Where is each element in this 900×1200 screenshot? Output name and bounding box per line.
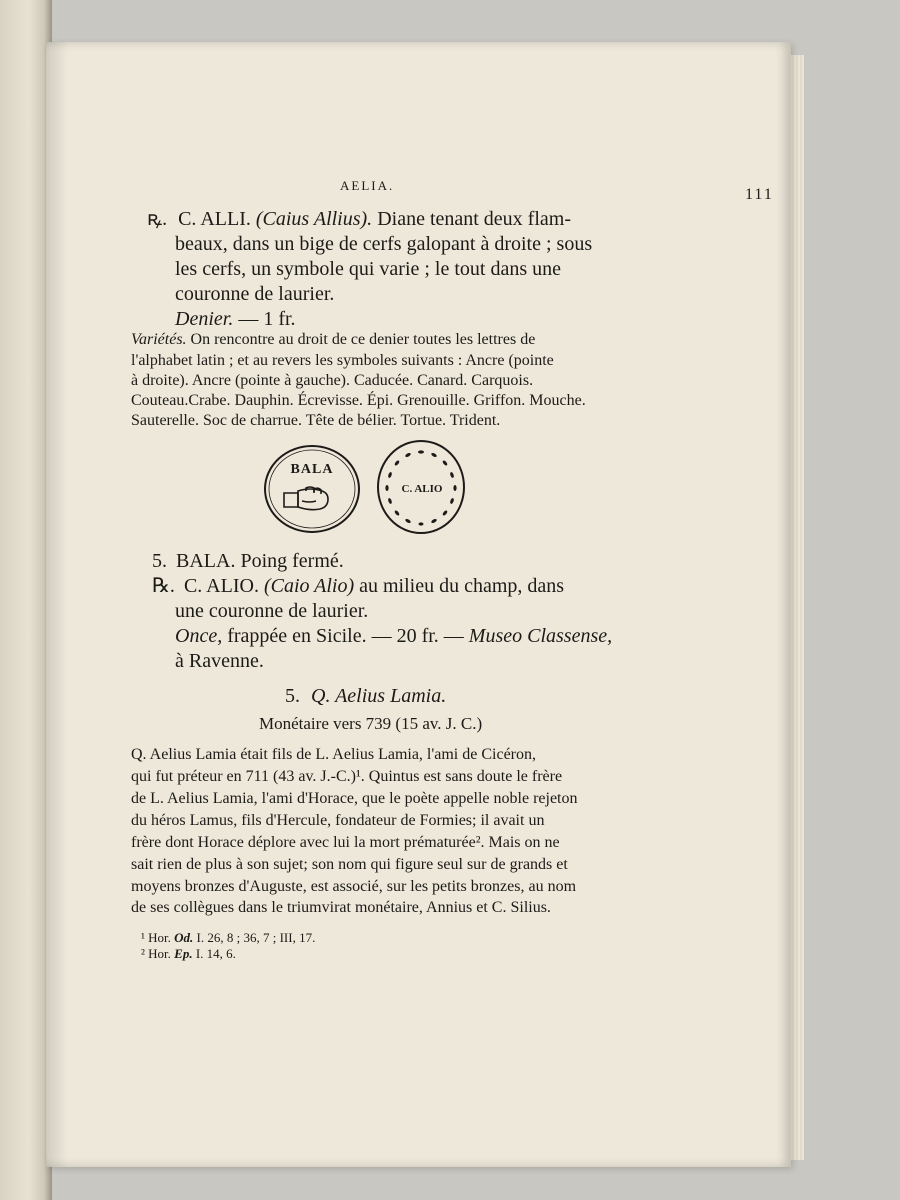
- obverse-description: BALA. Poing fermé.: [176, 550, 344, 572]
- denomination: Once,: [175, 625, 223, 647]
- varieties-line-1: [131, 330, 535, 351]
- coin-obverse: [262, 443, 362, 535]
- entry-5-line-2: une couronne de laurier.: [175, 600, 369, 622]
- provenance: frappée en Sicile. — 20 fr. —: [227, 625, 464, 647]
- body-line-2: qui fut préteur en 711 (43 av. J.-C.)¹. Quintus est sans doute le frère: [131, 768, 563, 785]
- footnote-ref: I. 26, 8 ; 36, 7 ; III, 17.: [196, 930, 316, 945]
- entry-4-line-3: les cerfs, un symbole qui varie ; le tout dans une: [175, 258, 562, 280]
- varieties-label: Variétés.: [131, 331, 187, 348]
- entry-number: 5.: [152, 550, 167, 572]
- footnote-work: Ep.: [174, 946, 193, 961]
- varieties-text: On rencontre au droit de ce denier toutes les lettres de: [190, 331, 536, 348]
- body-line-5: frère dont Horace déplore avec lui la mort prématurée². Mais on ne: [131, 834, 560, 851]
- footnote-ref: I. 14, 6.: [195, 946, 236, 961]
- legend-expansion: (Caio Alio): [263, 575, 355, 597]
- section-number: 5.: [285, 685, 300, 707]
- value: — 1 fr.: [238, 308, 296, 330]
- coin-obverse-legend: BALA: [290, 462, 334, 477]
- description: au milieu du champ, dans: [359, 575, 565, 597]
- left-page-edge: [0, 0, 52, 1200]
- body-line-7: moyens bronzes d'Auguste, est associé, sur les petits bronzes, au nom: [131, 878, 577, 895]
- reverse-mark: ꝶ.: [147, 208, 168, 230]
- footnote-author: Hor.: [148, 930, 171, 945]
- footnote-mark: ¹: [141, 930, 145, 945]
- legend-expansion: (Caius Allius).: [255, 208, 373, 230]
- entry-4-line-1: [147, 207, 571, 232]
- legend: C. ALIO.: [183, 575, 259, 597]
- legend: C. ALLI.: [178, 208, 251, 230]
- description: Diane tenant deux flam-: [377, 208, 571, 230]
- section-name: Q. Aelius Lamia.: [311, 685, 447, 707]
- coin-reverse: [375, 438, 467, 536]
- entry-4-line-4: couronne de laurier.: [175, 283, 335, 305]
- section-subtitle: Monétaire vers 739 (15 av. J. C.): [259, 714, 483, 733]
- entry-4-denomination: [175, 307, 296, 332]
- page-number: 111: [745, 186, 774, 203]
- closed-fist-icon: [284, 487, 328, 510]
- footnote-2: [141, 946, 236, 962]
- museum: Museo Classense,: [468, 625, 613, 647]
- footnote-work: Od.: [174, 930, 194, 945]
- varieties-line-4: Couteau.Crabe. Dauphin. Écrevisse. Épi. Grenouille. Griffon. Mouche.: [131, 392, 586, 409]
- entry-4-line-2: beaux, dans un bige de cerfs galopant à droite ; sous: [175, 233, 593, 255]
- coin-reverse-legend: C. ALIO: [401, 483, 443, 495]
- body-line-6: sait rien de plus à son sujet; son nom qui figure seul sur de grands et: [131, 856, 568, 873]
- body-line-1: Q. Aelius Lamia était fils de L. Aelius Lamia, l'ami de Cicéron,: [131, 746, 536, 763]
- footnote-mark: ²: [141, 946, 145, 961]
- denomination: Denier.: [175, 308, 234, 330]
- varieties-line-5: Sauterelle. Soc de charrue. Tête de bélier. Tortue. Trident.: [131, 412, 501, 429]
- entry-5-line-3: [175, 624, 612, 649]
- reverse-mark: ℞.: [152, 575, 175, 597]
- section-heading: [285, 684, 446, 709]
- running-head: AELIA.: [340, 178, 395, 193]
- footnote-1: [141, 930, 315, 946]
- entry-5-reverse: [152, 574, 564, 599]
- body-line-3: de L. Aelius Lamia, l'ami d'Horace, que le poète appelle noble rejeton: [131, 790, 578, 807]
- body-line-4: du héros Lamus, fils d'Hercule, fondateur de Formies; il avait un: [131, 812, 545, 829]
- entry-5-obverse: [152, 549, 344, 574]
- varieties-line-2: l'alphabet latin ; et au revers les symboles suivants : Ancre (pointe: [131, 352, 554, 369]
- varieties-line-3: à droite). Ancre (pointe à gauche). Caducée. Canard. Carquois.: [131, 372, 534, 389]
- body-line-8: de ses collègues dans le triumvirat monétaire, Annius et C. Silius.: [131, 899, 551, 916]
- entry-5-line-4: à Ravenne.: [175, 650, 264, 672]
- gutter-shadow: [46, 42, 68, 1167]
- footnote-author: Hor.: [148, 946, 171, 961]
